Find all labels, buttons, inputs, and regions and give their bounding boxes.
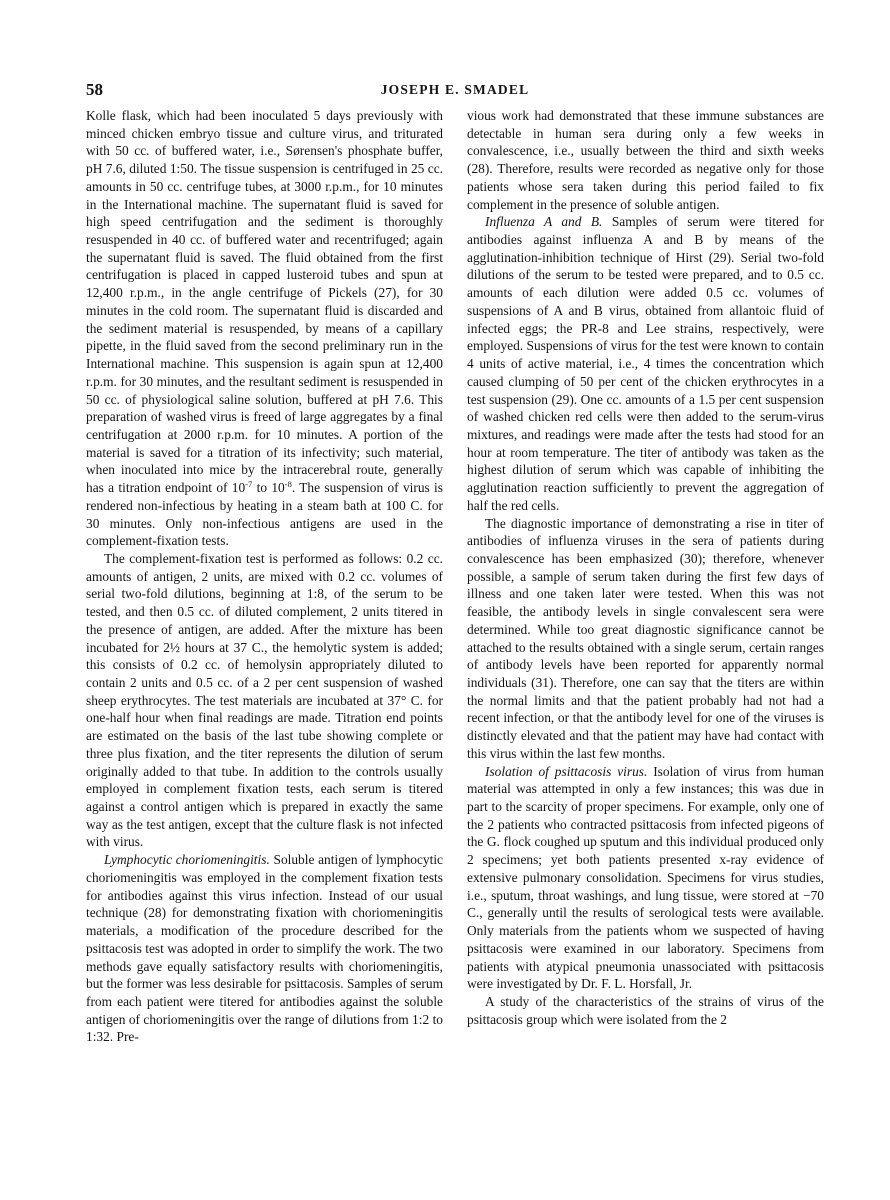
paragraph-continuation: vious work had demonstrated that these immune substances are detectable in human sera during only a few weeks in convalescence, i.e., usually between the third and sixth weeks (28). Therefore, results were recorded as negative only for those patients whose sera taken during this period failed to fix complement in the presence of soluble antigen. — [467, 108, 824, 212]
run-in-heading: Lymphocytic choriomeningitis. — [104, 852, 270, 868]
text-segment: Soluble antigen of lymphocytic choriomeningitis was employed in the complement fixation tests for antibodies against this virus infection. Instead of our usual technique (28) for demonstrating fixation with choriomeningitis materials, a modification of the procedure described for the psittacosis test was adopted in order to simplify the work. The two methods gave equally satisfactory results with choriomeningitis, but the former was less desirable for psittacosis. Samples of serum from each patient were titered for antibodies against the soluble antigen of choriomeningitis over the range of dilutions from 1:2 to 1:32. Pre- — [86, 852, 443, 1045]
exponent: -7 — [245, 479, 253, 490]
text-segment: . The suspension of virus is rendered non-infectious by heating in a steam bath at 100 C. for 30 minutes. Only non-infectious antigens are used in the complement-fixation tests. — [86, 480, 443, 549]
exponent: -8 — [284, 479, 292, 490]
paragraph-influenza — [467, 213, 824, 514]
paragraph-strain-study: A study of the characteristics of the strains of virus of the psittacosis group which were isolated from the 2 — [467, 993, 824, 1027]
page-number: 58 — [86, 80, 103, 99]
paragraph-diagnostic-importance: The diagnostic importance of demonstrating a rise in titer of antibodies of influenza viruses in the sera of patients during convalescence has been emphasized (30); therefore, whenever possible, a sample of serum taken during the first few days of illness and one taken later were tested. When this was not feasible, the antibody levels in single convalescent sera were determined. While too great diagnostic significance cannot be attached to the results obtained with a single serum, certain ranges of antibody levels have been reported for apparently normal individuals (31). Therefore, one can say that the titers are within the normal limits and that the patient probably had not had a recent infection, or that the antibody level for one of the viruses is distinctly elevated and that the patient may have had contact with this virus within the last few months. — [467, 515, 824, 761]
text-segment: Samples of serum were titered for antibodies against influenza A and B by means of the agglutination-inhibition technique of Hirst (29). Serial two-fold dilutions of the serum to be tested were prepared, and to 0.5 cc. amounts of each dilution were added 0.5 cc. volumes of suspensions of A and B virus, obtained from allantoic fluid of infected eggs; the PR-8 and Lee strains, respectively, were employed. Suspensions of virus for the test were known to contain 4 units of active material, i.e., 4 times the concentration which caused clumping of 50 per cent of the chicken erythrocytes in a test suspension (29). One cc. amounts of a 1.5 per cent suspension of washed chicken red cells were then added to the serum-virus mixtures, and readings were made after the tests had stood for an hour at room temperature. The titer of antibody was taken as the highest dilution of serum which was capable of inhibiting the agglutination reaction sufficiently to prevent the aggregation of half the red cells. — [467, 214, 824, 513]
paragraph-centrifugation — [86, 107, 443, 550]
text-segment: Isolation of virus from human material was attempted in only a few instances; this was due in part to the scarcity of proper specimens. For example, only one of the 2 patients who contracted psittacosis from infected pigeons of the G. flock coughed up sputum and this individual produced only 2 specimens; yet both patients presented x-ray evidence of extensive pulmonary consolidation. Specimens for virus studies, i.e., sputum, throat washings, and lung tissue, were stored at −70 C., generally until the results of serological tests were available. Only materials from the patients whom we suspected of having psittacosis were examined in our laboratory. Specimens from patients with atypical pneumonia unassociated with psittacosis were investigated by Dr. F. L. Horsfall, Jr. — [467, 763, 824, 992]
right-column — [467, 107, 824, 1028]
running-title: JOSEPH E. SMADEL — [380, 82, 530, 97]
paragraph-complement-fixation: The complement-fixation test is performed as follows: 0.2 cc. amounts of antigen, 2 units, are mixed with 0.2 cc. volumes of serial two-fold dilutions, beginning at 1:8, of the serum to be tested, and then 0.5 cc. of diluted complement, 2 units titered in the presence of antigen, are added. After the mixture has been incubated for 2½ hours at 37 C., the hemolytic system is added; this consists of 0.2 cc. of hemolysin appropriately diluted to contain 2 units and 0.5 cc. of a 2 per cent suspension of washed sheep erythrocytes. The test materials are incubated at 37° C. for one-half hour when final readings are made. Titration end points are estimated on the basis of the last tube showing complete or three plus fixation, and the titer represents the dilution of serum originally added to that tube. In addition to the controls usually employed in complement fixation tests, each serum is titered against a control antigen which is prepared in exactly the same way as the test antigen, except that the culture flask is not infected with virus. — [86, 550, 443, 850]
left-column — [86, 107, 443, 1046]
paragraph-isolation — [467, 763, 824, 993]
run-in-heading: Influenza A and B. — [485, 214, 603, 230]
text-segment: 10 — [231, 480, 246, 496]
run-in-heading: Isolation of psittacosis virus. — [485, 763, 648, 779]
page-header — [86, 80, 824, 102]
text-segment: to 10 — [252, 480, 285, 496]
text-segment: Kolle flask, which had been inoculated 5 days previously with minced chicken embryo tissue and culture virus, and triturated with 50 cc. of buffered water, i.e., Sørensen's phosphate buffer, pH 7.6, diluted 1:50. The tissue suspension is centrifuged in 25 cc. amounts in 50 cc. centrifuge tubes, at 3000 r.p.m., for 10 minutes in the International machine. The supernatant fluid is saved for high speed centrifugation and the sediment is thoroughly resuspended in 40 cc. of buffered water and recentrifuged; again the supernatant fluid is saved. The fluid obtained from the first centrifugation is placed in capped lusteroid tubes and spun at 12,400 r.p.m., in the angle centrifuge of Pickels (27), for 30 minutes in the cold room. The supernatant fluid is discarded and the sediment material is resuspended, by means of a capillary pipette, in the fluid saved from the second preliminary run in the International machine. This suspension is again spun at 12,400 r.p.m. for 30 minutes, and the resultant sediment is resuspended in 50 cc. of physiological saline solution, buffered at pH 7.6. This preparation of washed virus is freed of large aggregates by a final centrifugation at 2000 r.p.m. for 10 minutes. A portion of the material is saved for a titration of its infectivity; such material, when inoculated into mice by the intracerebral route, generally has a titration endpoint of — [86, 108, 443, 496]
paragraph-lymphocytic-choriomeningitis — [86, 851, 443, 1046]
